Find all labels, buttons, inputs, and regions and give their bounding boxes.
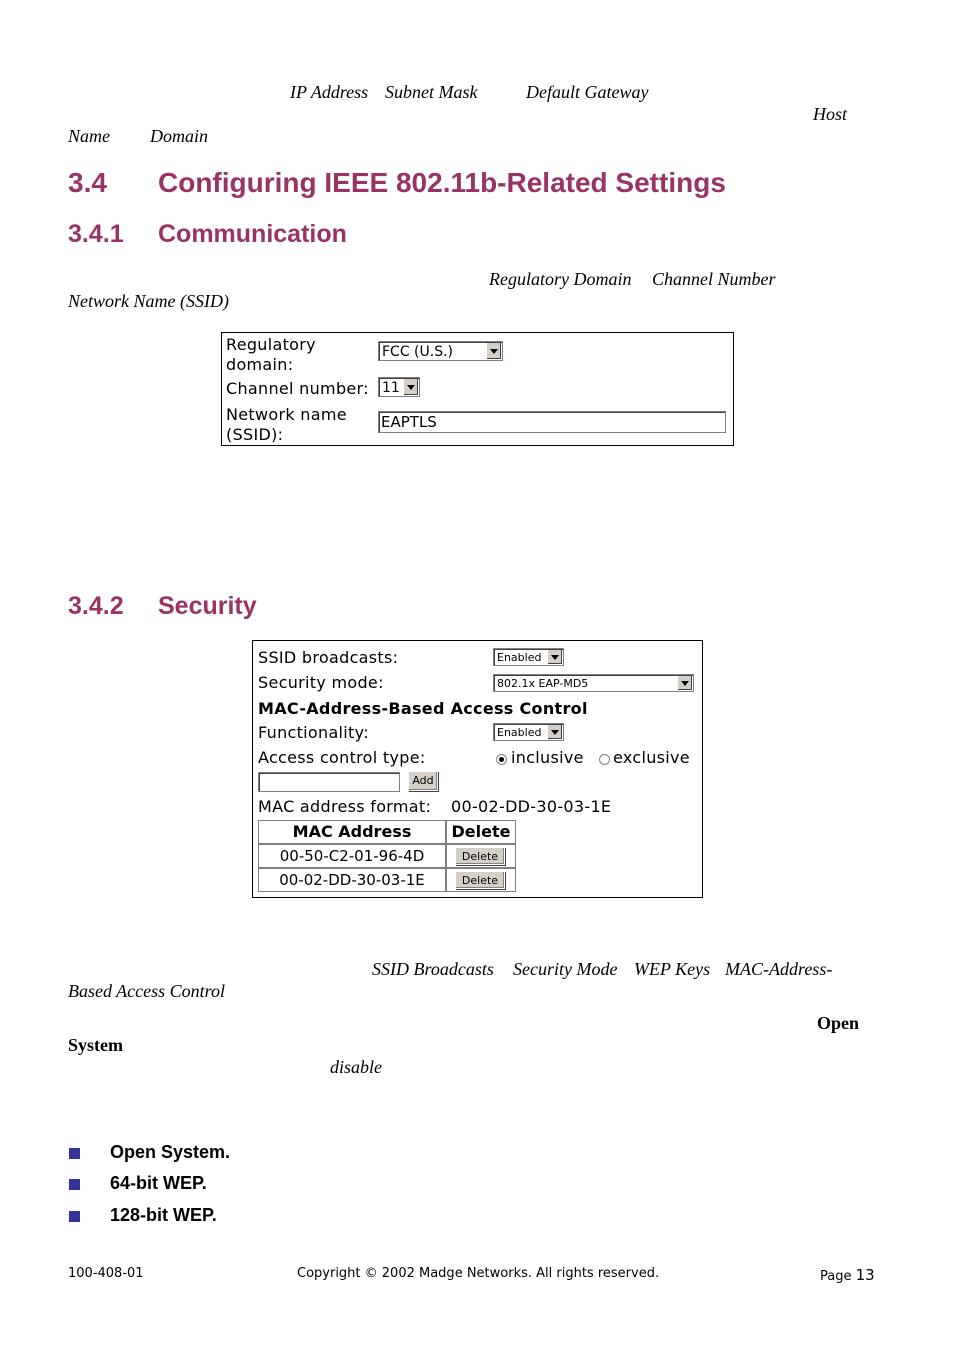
table-row-mac: 00-02-DD-30-03-1E — [258, 868, 446, 892]
inclusive-label: inclusive — [511, 748, 584, 767]
term-open: Open — [817, 1013, 860, 1033]
footer-page-label: Page — [820, 1269, 852, 1284]
subsection-title: Communication — [158, 220, 347, 248]
security-form — [252, 640, 703, 898]
square-bullet-icon — [69, 1148, 80, 1159]
subsection-number: 3.4.1 — [68, 220, 124, 248]
term-subnet-mask: Subnet Mask — [385, 82, 478, 102]
ssid-input[interactable]: EAPTLS — [378, 411, 726, 433]
subsection-heading-security — [68, 592, 257, 621]
inclusive-radio[interactable] — [496, 754, 507, 765]
channel-number-value: 11 — [382, 380, 400, 396]
term-domain: Domain — [150, 126, 208, 146]
functionality-value: Enabled — [497, 726, 542, 739]
regulatory-label-line1: Regulatory — [226, 335, 316, 354]
term-based-access-control: Based Access Control — [68, 981, 225, 1001]
access-control-type-label: Access control type: — [258, 748, 426, 767]
term-regulatory-domain: Regulatory Domain — [489, 269, 632, 289]
term-mac-address: MAC-Address- — [725, 959, 833, 979]
section-title: Configuring IEEE 802.11b-Related Settings — [158, 167, 726, 198]
chevron-down-icon — [403, 379, 418, 395]
security-mode-select[interactable] — [493, 674, 694, 692]
delete-button[interactable]: Delete — [455, 871, 505, 889]
chevron-down-icon — [547, 725, 562, 739]
table-row-mac: 00-50-C2-01-96-4D — [258, 844, 446, 868]
subsection-number: 3.4.2 — [68, 592, 124, 620]
list-item: 64-bit WEP. — [110, 1173, 207, 1193]
functionality-label: Functionality: — [258, 723, 369, 742]
term-network-name: Network Name (SSID) — [68, 291, 229, 311]
ssid-broadcasts-value: Enabled — [497, 651, 542, 664]
term-disable: disable — [330, 1057, 382, 1077]
exclusive-label: exclusive — [613, 748, 690, 767]
list-item: 128-bit WEP. — [110, 1205, 217, 1225]
regulatory-label — [226, 335, 316, 375]
footer-page-number: 13 — [855, 1266, 875, 1284]
ssid-broadcasts-label: SSID broadcasts: — [258, 648, 399, 667]
functionality-select[interactable] — [493, 723, 564, 741]
ssid-broadcasts-select[interactable] — [493, 648, 564, 666]
table-row-delete-cell — [446, 868, 516, 892]
mac-address-input[interactable] — [258, 772, 400, 792]
footer-copyright: Copyright © 2002 Madge Networks. All rights reserved. — [297, 1266, 660, 1281]
channel-label: Channel number: — [226, 379, 369, 398]
delete-button[interactable]: Delete — [455, 847, 505, 865]
chevron-down-icon — [677, 676, 692, 690]
section-number: 3.4 — [68, 167, 107, 198]
mac-format-label: MAC address format: — [258, 797, 432, 816]
communication-form — [221, 332, 734, 446]
subsection-heading-communication — [68, 220, 347, 249]
footer-doc-id: 100-408-01 — [68, 1266, 144, 1281]
subsection-title: Security — [158, 592, 257, 620]
term-channel-number: Channel Number — [652, 269, 776, 289]
security-mode-value: 802.1x EAP-MD5 — [497, 677, 589, 690]
term-host: Host — [813, 104, 848, 124]
security-mode-label: Security mode: — [258, 673, 384, 692]
term-name: Name — [68, 126, 110, 146]
term-default-gateway: Default Gateway — [526, 82, 649, 102]
network-name-label-line2: (SSID): — [226, 425, 284, 444]
network-name-label-line1: Network name — [226, 405, 347, 424]
section-heading — [68, 167, 726, 199]
mac-address-column-header: MAC Address — [258, 820, 446, 844]
regulatory-label-line2: domain: — [226, 355, 294, 374]
mac-format-value: 00-02-DD-30-03-1E — [451, 797, 612, 816]
term-wep-keys: WEP Keys — [634, 959, 711, 979]
square-bullet-icon — [69, 1179, 80, 1190]
add-button[interactable]: Add — [408, 771, 438, 791]
square-bullet-icon — [69, 1211, 80, 1222]
delete-column-header: Delete — [446, 820, 516, 844]
list-item: Open System. — [110, 1142, 231, 1162]
regulatory-domain-select[interactable] — [378, 341, 503, 361]
channel-number-select[interactable] — [378, 377, 420, 397]
chevron-down-icon — [547, 650, 562, 664]
term-security-mode: Security Mode — [513, 959, 618, 979]
chevron-down-icon — [486, 343, 501, 359]
exclusive-radio[interactable] — [599, 754, 610, 765]
footer-page — [820, 1266, 875, 1284]
term-system: System — [68, 1035, 123, 1055]
network-name-label — [226, 405, 347, 445]
table-row-delete-cell — [446, 844, 516, 868]
term-ssid-broadcasts: SSID Broadcasts — [372, 959, 494, 979]
term-ip-address: IP Address — [290, 82, 369, 102]
mac-access-control-heading: MAC-Address-Based Access Control — [258, 699, 588, 718]
regulatory-domain-value: FCC (U.S.) — [382, 344, 454, 360]
